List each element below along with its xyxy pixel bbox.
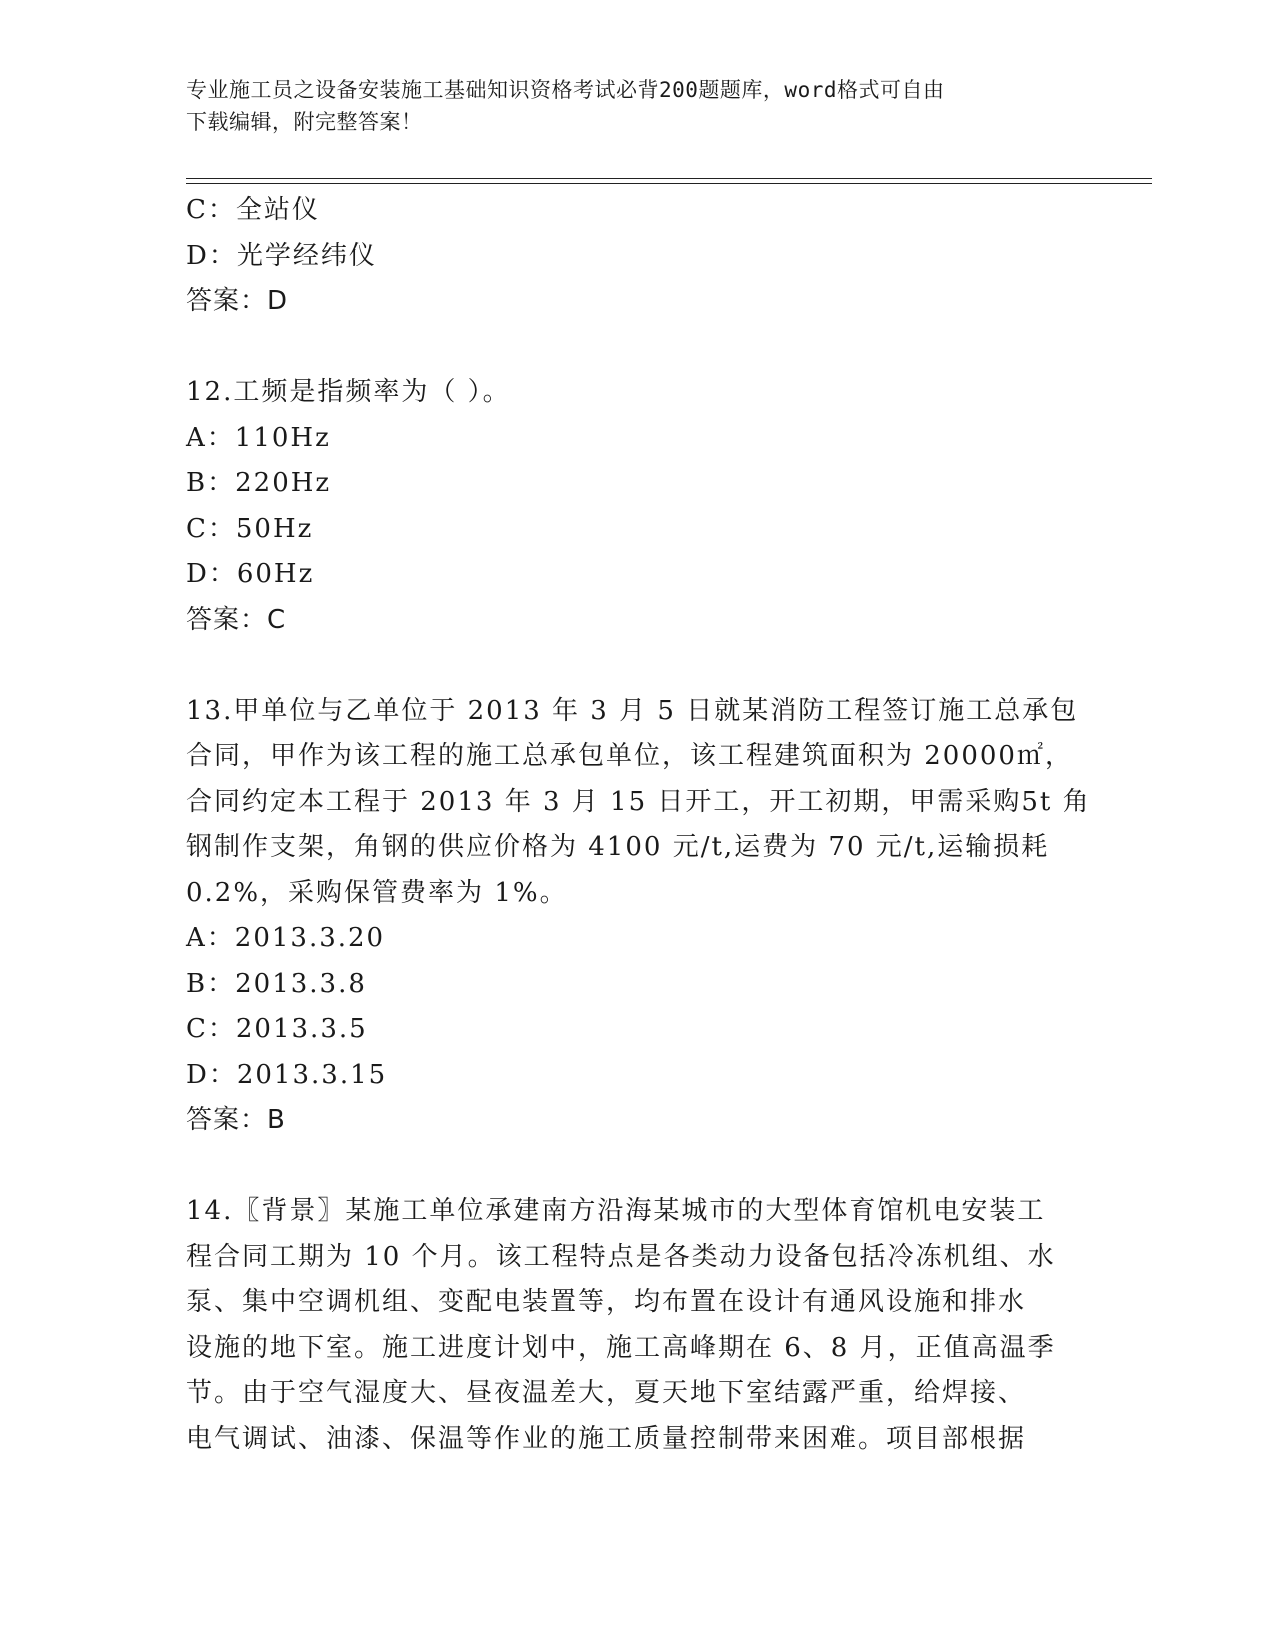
spacer <box>186 1144 1086 1190</box>
option-d: D：60Hz <box>186 559 315 589</box>
option-b: B：2013.3.8 <box>186 968 367 999</box>
question-text-line: 程合同工期为 10 个月。该工程特点是各类动力设备包括冷冻机组、水 <box>186 1241 1056 1272</box>
header-line-1: 专业施工员之设备安装施工基础知识资格考试必背200题题库，word格式可自由 <box>186 78 945 102</box>
question-content <box>186 188 1091 1462</box>
header-line-2: 下载编辑，附完整答案！ <box>186 110 423 134</box>
question-text-line: 电气调试、油漆、保温等作业的施工质量控制带来困难。项目部根据 <box>186 1423 1027 1454</box>
question-text-line: 节。由于空气湿度大、昼夜温差大，夏天地下室结露严重，给焊接、 <box>186 1378 1027 1408</box>
option-c: C：50Hz <box>186 513 314 544</box>
spacer <box>186 325 1086 371</box>
question-text-line: 泵、集中空调机组、变配电装置等，均布置在设计有通风设施和排水 <box>186 1287 1027 1317</box>
option-b: B：220Hz <box>186 468 332 498</box>
question-12 <box>186 370 1086 643</box>
question-text-line: 13.甲单位与乙单位于 2013 年 3 月 5 日就某消防工程签订施工总承包 <box>186 695 1079 726</box>
answer: 答案：D <box>186 286 289 316</box>
question-11-tail <box>186 188 1086 325</box>
question-text-line: 设施的地下室。施工进度计划中，施工高峰期在 6、8 月，正值高温季 <box>186 1332 1056 1363</box>
question-text-line: 14.〖背景〗某施工单位承建南方沿海某城市的大型体育馆机电安装工 <box>186 1196 1046 1226</box>
question-text-line: 0.2%，采购保管费率为 1%。 <box>186 877 568 908</box>
option-c: C：2013.3.5 <box>186 1014 368 1044</box>
header-rule-bottom <box>186 183 1152 184</box>
question-text-line: 钢制作支架，角钢的供应价格为 4100 元/t,运费为 70 元/t,运输损耗 <box>186 832 1050 862</box>
question-14 <box>186 1189 1086 1462</box>
question-13 <box>186 689 1091 1144</box>
option-c: C：全站仪 <box>186 195 320 225</box>
question-text-line: 合同，甲作为该工程的施工总承包单位，该工程建筑面积为 20000㎡， <box>186 741 1073 771</box>
option-a: A：2013.3.20 <box>186 923 386 953</box>
question-text-line: 合同约定本工程于 2013 年 3 月 15 日开工，开工初期，甲需采购5t 角 <box>186 786 1091 817</box>
option-d: D：2013.3.15 <box>186 1059 388 1090</box>
option-a: A：110Hz <box>186 422 331 453</box>
header-rule-top <box>186 178 1152 179</box>
answer: 答案：C <box>186 604 287 635</box>
question-text: 12.工频是指频率为（ ）。 <box>186 377 511 407</box>
answer: 答案：B <box>186 1105 286 1135</box>
option-d: D：光学经纬仪 <box>186 240 377 271</box>
page-header <box>186 74 1066 138</box>
spacer <box>186 643 1086 689</box>
